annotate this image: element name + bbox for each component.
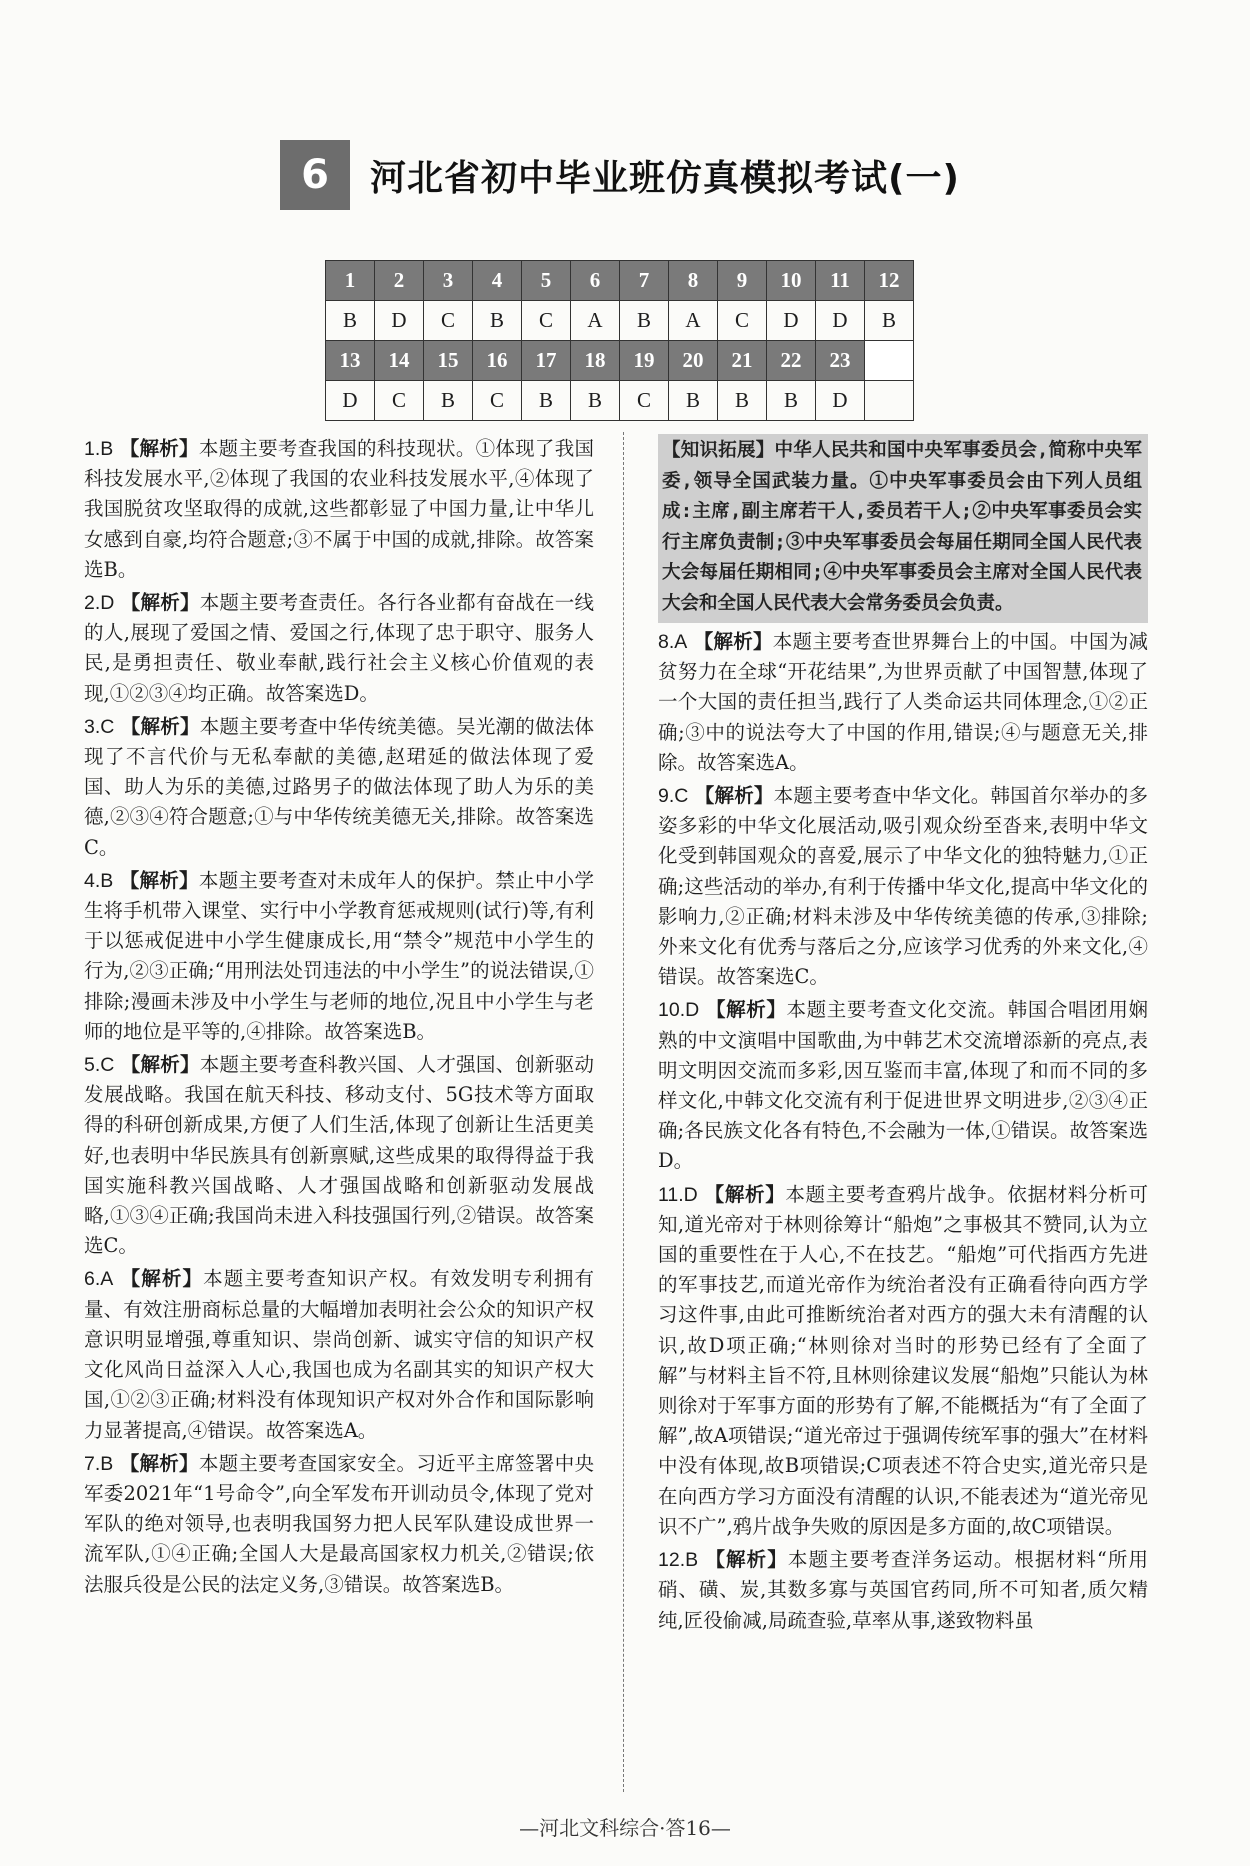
analysis-tag: 【解析】 (120, 1267, 204, 1291)
question-number-cell: 3 (424, 261, 473, 301)
answer-cell: B (865, 301, 914, 341)
left-column (84, 434, 594, 1603)
explanation-text: 本题主要考查科教兴国、人才强国、创新驱动发展战略。我国在航天科技、移动支付、5G技术等方面取得的科研创新成果,方便了人们生活,体现了创新让生活更美好,也表明中华民族具有创新禀赋,这些成果的取得得益于我国实施科教兴国战略、人才强国战略和创新驱动发展战略,①③④正确;我国尚未进入科技强国行列,②错误。故答案选C。 (84, 1053, 594, 1258)
answer-cell: B (718, 381, 767, 421)
question-number-cell: 12 (865, 261, 914, 301)
answer-cell: D (375, 301, 424, 341)
extension-text: 中华人民共和国中央军事委员会,简称中央军委,领导全国武装力量。①中央军事委员会由下列人员组成:主席,副主席若干人,委员若干人;②中央军事委员会实行主席负责制;③中央军事委员会每届任期同全国人民代表大会每届任期相同;④中央军事委员会主席对全国人民代表大会和全国人民代表大会常务委员会负责。 (662, 440, 1142, 614)
answer-explanation (84, 1264, 594, 1445)
explanation-text: 本题主要考查中华传统美德。吴光潮的做法体现了不言代价与无私奉献的美德,赵珺延的做法体现了爱国、助人为乐的美德,过路男子的做法体现了助人为乐的美德,②③④符合题意;①与中华传统美德无关,排除。故答案选C。 (84, 714, 594, 859)
analysis-tag: 【解析】 (694, 784, 774, 808)
answer-explanation (658, 1180, 1148, 1542)
analysis-tag: 【解析】 (704, 1182, 786, 1206)
question-number-cell: 4 (473, 261, 522, 301)
question-number-cell: 8 (669, 261, 718, 301)
question-number-cell: 18 (571, 341, 620, 381)
answer-explanation (658, 1545, 1148, 1636)
answer-cell: A (669, 301, 718, 341)
answer-cell: A (571, 301, 620, 341)
right-answers (658, 627, 1148, 1636)
answer-cell: B (522, 381, 571, 421)
answer-cell: D (816, 381, 865, 421)
analysis-tag: 【解析】 (705, 1548, 788, 1572)
item-number: 1.B (84, 438, 114, 460)
item-number: 3.C (84, 715, 115, 738)
explanation-text: 本题主要考查世界舞台上的中国。中国为减贫努力在全球“开花结果”,为世界贡献了中国智慧,体现了一个大国的责任担当,践行了人类命运共同体理念,①②正确;③中的说法夸大了中国的作用,错误;④与题意无关,排除。故答案选A。 (658, 630, 1148, 774)
explanation-text: 本题主要考查我国的科技现状。①体现了我国科技发展水平,②体现了我国的农业科技发展水平,④体现了我国脱贫攻坚取得的成就,这些都彰显了中国力量,让中华儿女感到自豪,均符合题意;③不属于中国的成就,排除。故答案选B。 (84, 437, 594, 581)
question-number-cell: 1 (326, 261, 375, 301)
analysis-tag: 【解析】 (693, 630, 773, 653)
answer-table-answer-row (326, 301, 914, 341)
question-number-cell: 2 (375, 261, 424, 301)
explanation-text: 本题主要考查鸦片战争。依据材料分析可知,道光帝对于林则徐筹计“船炮”之事极其不赞同,认为立国的重要性在于人心,不在技艺。“船炮”可代指西方先进的军事技艺,而道光帝作为统治者没有正确看待向西方学习这件事,由此可推断统治者对西方的强大未有清醒的认识,故D项正确;“林则徐对当时的形势已经有了全面了解”与材料主旨不符,且林则徐建议发展“船炮”只能认为林则徐对于军事方面的形势有了解,不能概括为“有了全面了解”,故A项错误;“道光帝过于强调传统军事的强大”在材料中没有体现,故B项错误;C项表述不符合史实,道光帝只是在向西方学习方面没有清醒的认识,不能表述为“道光帝见识不广”,鸦片战争失败的原因是多方面的,故C项错误。 (658, 1182, 1148, 1538)
explanation-text: 本题主要考查对未成年人的保护。禁止中小学生将手机带入课堂、实行中小学教育惩戒规则(试行)等,有利于以惩戒促进中小学生健康成长,用“禁令”规范中小学生的行为,②③正确;“用刑法处罚违法的中小学生”的说法错误,①排除;漫画未涉及中小学生与老师的地位,况且中小学生与老师的地位是平等的,④排除。故答案选B。 (84, 868, 594, 1043)
answer-cell: B (473, 301, 522, 341)
question-number-cell: 15 (424, 341, 473, 381)
analysis-tag: 【解析】 (119, 868, 199, 892)
answer-table-header-row (326, 261, 914, 301)
answer-explanation (658, 627, 1148, 778)
answer-cell: C (620, 381, 669, 421)
explanation-text: 本题主要考查责任。各行各业都有奋战在一线的人,展现了爱国之情、爱国之行,体现了忠于职守、服务人民,是勇担责任、敬业奉献,践行社会主义核心价值观的表现,①②③④均正确。故答案选D。 (84, 591, 594, 705)
question-number-cell: 6 (571, 261, 620, 301)
answer-explanation (84, 1449, 594, 1600)
question-number-cell: 10 (767, 261, 816, 301)
answer-cell: B (669, 381, 718, 421)
question-number-cell (865, 341, 914, 381)
analysis-tag: 【解析】 (120, 1053, 200, 1077)
question-number-cell: 7 (620, 261, 669, 301)
question-number-cell: 21 (718, 341, 767, 381)
analysis-tag: 【解析】 (120, 591, 200, 615)
extension-tag: 【知识拓展】 (662, 440, 775, 461)
section-number: 6 (280, 140, 350, 210)
question-number-cell: 17 (522, 341, 571, 381)
answer-table-header-row (326, 341, 914, 381)
answer-explanation (658, 781, 1148, 992)
analysis-tag: 【解析】 (119, 1451, 199, 1475)
column-divider (623, 432, 624, 1792)
question-number-cell: 16 (473, 341, 522, 381)
answer-explanation (84, 1050, 594, 1261)
answer-cell: C (718, 301, 767, 341)
question-number-cell: 14 (375, 341, 424, 381)
answer-cell: B (571, 381, 620, 421)
item-number: 4.B (84, 869, 114, 892)
knowledge-extension-box (658, 434, 1148, 623)
item-number: 9.C (658, 785, 689, 808)
page-title: 河北省初中毕业班仿真模拟考试(一) (370, 157, 960, 199)
item-number: 5.C (84, 1054, 115, 1077)
right-column (658, 434, 1148, 1639)
answer-table (325, 260, 914, 421)
item-number: 10.D (658, 999, 700, 1022)
explanation-text: 本题主要考查文化交流。韩国合唱团用娴熟的中文演唱中国歌曲,为中韩艺术交流增添新的亮点,表明文明因交流而多彩,因互鉴而丰富,体现了和而不同的多样文化,中韩文化交流有利于促进世界文明进步,②③④正确;各民族文化各有特色,不会融为一体,①错误。故答案选D。 (658, 998, 1148, 1173)
answer-cell: D (816, 301, 865, 341)
item-number: 8.A (658, 631, 688, 653)
page-header (280, 140, 960, 210)
answer-explanation (658, 995, 1148, 1176)
answer-cell: D (767, 301, 816, 341)
answer-explanation (84, 712, 594, 863)
question-number-cell: 22 (767, 341, 816, 381)
analysis-tag: 【解析】 (119, 437, 199, 460)
answer-cell: D (326, 381, 375, 421)
explanation-text: 本题主要考查国家安全。习近平主席签署中央军委2021年“1号命令”,向全军发布开训动员令,体现了党对军队的绝对领导,也表明我国努力把人民军队建设成世界一流军队,①④正确;全国人大是最高国家权力机关,②错误;依法服兵役是公民的法定义务,③错误。故答案选B。 (84, 1451, 594, 1596)
answer-table-answer-row (326, 381, 914, 421)
item-number: 7.B (84, 1452, 114, 1475)
question-number-cell: 23 (816, 341, 865, 381)
question-number-cell: 11 (816, 261, 865, 301)
page-footer: —河北文科综合·答16— (519, 1816, 731, 1840)
question-number-cell: 5 (522, 261, 571, 301)
question-number-cell: 20 (669, 341, 718, 381)
analysis-tag: 【解析】 (120, 714, 200, 738)
answer-explanation (84, 588, 594, 709)
explanation-text: 本题主要考查知识产权。有效发明专利拥有量、有效注册商标总量的大幅增加表明社会公众的知识产权意识明显增强,尊重知识、崇尚创新、诚实守信的知识产权文化风尚日益深入人心,我国也成为名副其实的知识产权大国,①②③正确;材料没有体现知识产权对外合作和国际影响力显著提高,④错误。故答案选A。 (84, 1267, 594, 1442)
answer-explanation (84, 434, 594, 585)
item-number: 11.D (658, 1183, 698, 1206)
answer-cell: C (375, 381, 424, 421)
item-number: 2.D (84, 592, 115, 615)
item-number: 6.A (84, 1268, 114, 1291)
answer-explanation (84, 866, 594, 1047)
question-number-cell: 13 (326, 341, 375, 381)
answer-cell (865, 381, 914, 421)
answer-cell: B (767, 381, 816, 421)
item-number: 12.B (658, 1549, 699, 1572)
question-number-cell: 9 (718, 261, 767, 301)
analysis-tag: 【解析】 (706, 998, 787, 1022)
answer-cell: C (424, 301, 473, 341)
explanation-text: 本题主要考查中华文化。韩国首尔举办的多姿多彩的中华文化展活动,吸引观众纷至沓来,表明中华文化受到韩国观众的喜爱,展示了中华文化的独特魅力,①正确;这些活动的举办,有利于传播中华文化,提高中华文化的影响力,②正确;材料未涉及中华传统美德的传承,③排除;外来文化有优秀与落后之分,应该学习优秀的外来文化,④错误。故答案选C。 (658, 784, 1148, 989)
explanation-text: 本题主要考查洋务运动。根据材料“所用硝、磺、炭,其数多寡与英国官药同,所不可知者,质欠精纯,匠役偷减,局疏查验,草率从事,遂致物料虽 (658, 1548, 1148, 1632)
answer-cell: C (473, 381, 522, 421)
answer-cell: B (326, 301, 375, 341)
answer-cell: B (424, 381, 473, 421)
answer-cell: C (522, 301, 571, 341)
answer-cell: B (620, 301, 669, 341)
question-number-cell: 19 (620, 341, 669, 381)
